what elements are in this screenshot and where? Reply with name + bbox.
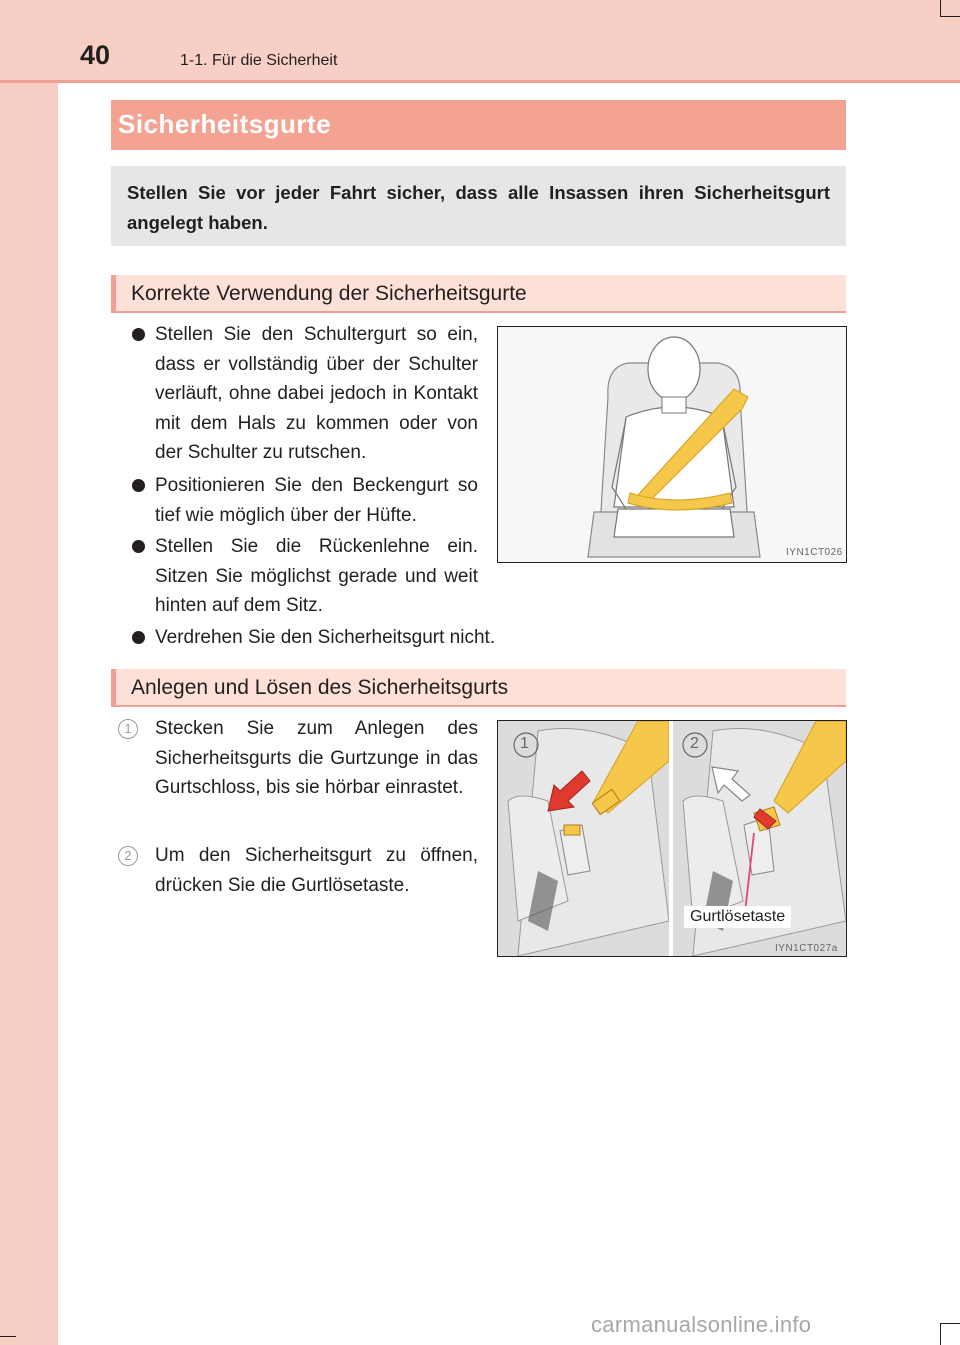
panel-label-1: 1 [520,735,529,752]
bullet-text: Stellen Sie den Schultergurt so ein, dass er vollständig über der Schulter verläuft, ohne dabei jedoch in Kontakt mit dem Hals zu kommen oder von der Schulter zu rutschen. [155,324,478,463]
subheading-correct-use [111,275,846,313]
crop-mark [940,1323,960,1324]
bullet-text: Stellen Sie die Rückenlehne ein. Sitzen Sie möglichst gerade und weit hinten auf dem Sitz. [155,536,478,616]
crop-mark [940,1323,941,1345]
seated-person-illustration [498,327,846,562]
step-number-icon: 2 [118,846,138,866]
bullet-item [132,471,478,530]
header-rule [0,80,960,83]
subheading-fasten-release [111,669,846,707]
seatbelt-posture-figure [497,326,847,563]
bullet-dot-icon [132,540,145,553]
subheading-text: Anlegen und Lösen des Sicherheitsgurts [131,676,509,699]
step-text: Stecken Sie zum Anlegen des Sicherheitsgurts die Gurtzunge in das Gurtschloss, bis sie hörbar einrastet. [155,718,478,798]
crop-mark [940,16,960,17]
crop-mark [940,0,941,16]
bullet-dot-icon [132,631,145,644]
section-path: 1-1. Für die Sicherheit [180,52,338,69]
header-band [0,0,960,82]
side-strip [0,0,58,1345]
step-item [118,714,478,803]
step-number-icon: 1 [118,719,138,739]
bullet-item [132,532,478,621]
intro-text: Stellen Sie vor jeder Fahrt sicher, dass alle Insassen ihren Sicherheitsgurt angelegt haben. [127,182,830,233]
step-item [118,841,478,900]
subheading-text: Korrekte Verwendung der Sicherheitsgurte [131,282,527,305]
step-text: Um den Sicherheitsgurt zu öffnen, drücken Sie die Gurtlösetaste. [155,845,478,896]
bullet-item [132,623,632,653]
bullet-item [132,320,478,468]
page-number: 40 [80,40,111,70]
release-button-callout: Gurtlösetaste [684,906,791,928]
buckle-figure [497,720,847,957]
figure-code: IYN1CT027a [775,943,838,954]
page-title: Sicherheitsgurte [118,109,332,139]
bullet-text: Verdrehen Sie den Sicherheitsgurt nicht. [155,627,496,648]
crop-mark [0,1336,16,1337]
figure-code: IYN1CT026 [786,547,843,558]
watermark: carmanualsonline.info [591,1312,812,1337]
panel-label-2: 2 [690,735,699,752]
buckle-illustration [498,721,846,956]
bullet-dot-icon [132,479,145,492]
bullet-dot-icon [132,328,145,341]
bullet-text: Positionieren Sie den Beckengurt so tief wie möglich über der Hüfte. [155,475,478,526]
